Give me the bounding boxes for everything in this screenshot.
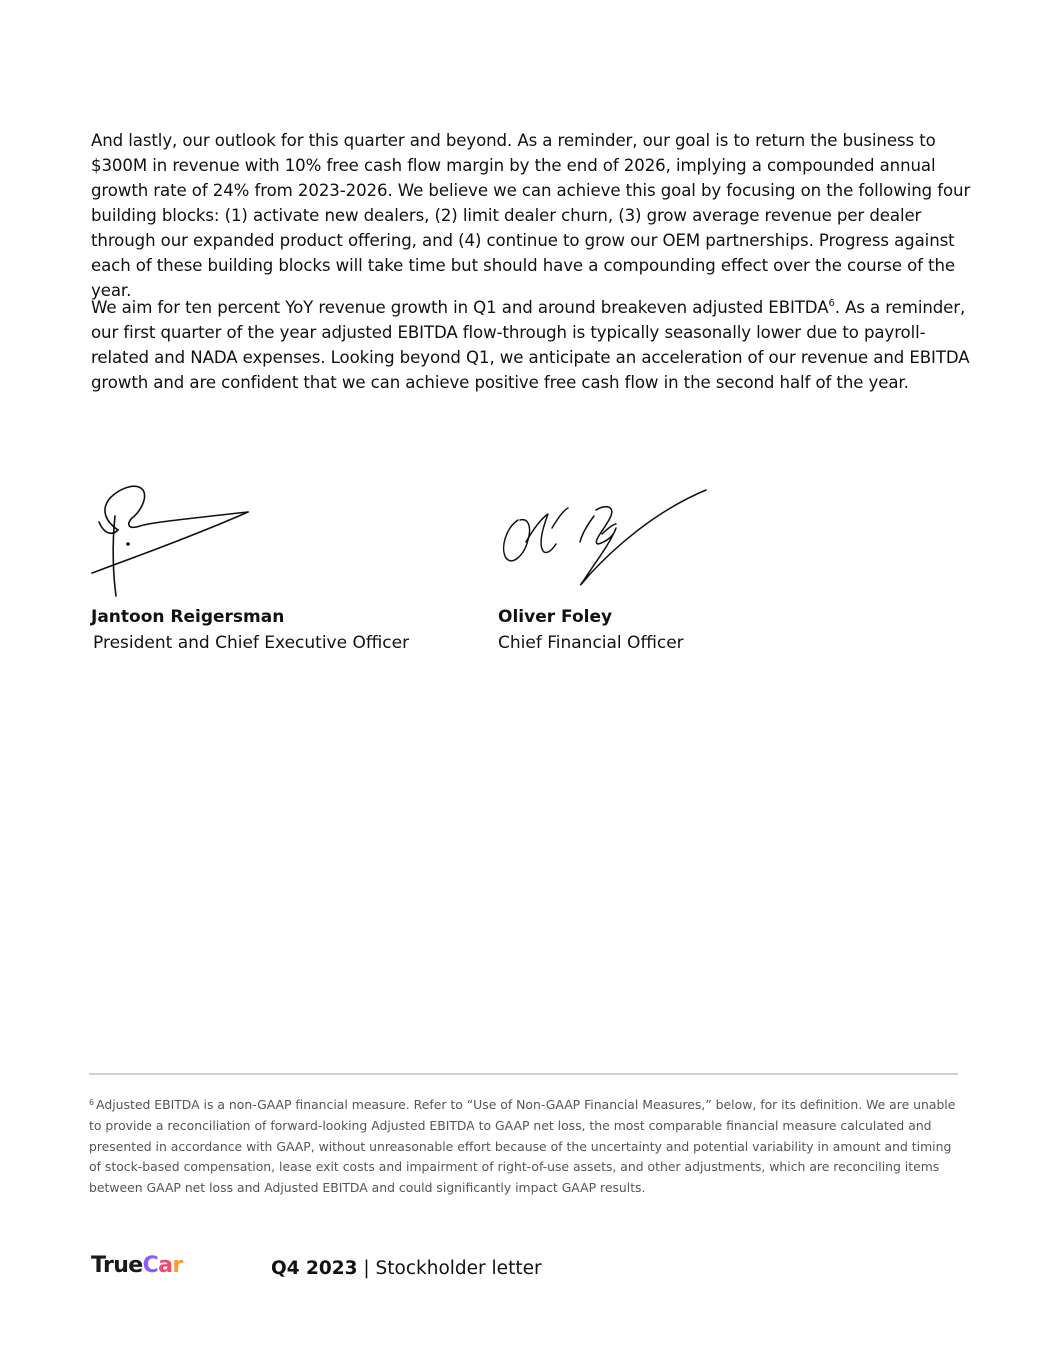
guidance-text-start: We aim for ten percent YoY revenue growth in Q1 and around breakeven adjusted EBITDA (91, 298, 829, 317)
ceo-title: President and Chief Executive Officer (93, 633, 410, 653)
outlook-paragraph: And lastly, our outlook for this quarter and beyond. As a reminder, our goal is to return the business to $300M in revenue with 10% free cash flow margin by the end of 2026, implying a compounded annual growth rate of 24% from 2023-2026. We believe we can achieve this goal by focusing on the following four building blocks: (1) activate new dealers, (2) limit dealer churn, (3) grow average revenue per dealer through our expanded product offering, and (4) continue to grow our OEM partnerships. Progress against each of these building blocks will take time but should have a compounding effect over the course of the year. (91, 131, 971, 300)
logo-part-c: C (142, 1253, 159, 1278)
logo-part-a: a (158, 1253, 173, 1278)
cfo-name: Oliver Foley (498, 607, 613, 627)
ceo-signature (88, 484, 254, 600)
footnote-marker: 6 (89, 1098, 95, 1107)
cfo-title: Chief Financial Officer (498, 633, 684, 653)
footnote (89, 1095, 963, 1199)
ceo-name: Jantoon Reigersman (91, 607, 285, 627)
footer-document-type: Stockholder letter (375, 1258, 542, 1279)
footnote-text: Adjusted EBITDA is a non-GAAP financial measure. Refer to “Use of Non-GAAP Financial Measures,” below, for its definition. We are unable to provide a reconciliation of forward-looking Adjusted EBITDA to GAAP net loss, the most comparable financial measure calculated and presented in accordance with GAAP, without unreasonable effort because of the uncertainty and potential variability in amount and timing of stock-based compensation, lease exit costs and impairment of right-of-use assets, and other adjustments, which are reconciling items between GAAP net loss and Adjusted EBITDA and could significantly impact GAAP results. (89, 1097, 956, 1196)
cfo-signature (498, 488, 710, 590)
footer-separator: | (363, 1258, 370, 1279)
truecar-logo (91, 1253, 183, 1278)
logo-part-r: r (172, 1253, 183, 1278)
footnote-reference: 6 (828, 298, 835, 309)
guidance-text-end: . As a reminder, our first quarter of the year adjusted EBITDA flow-through is typically seasonally lower due to payroll-related and NADA expenses. Looking beyond Q1, we anticipate an acceleration of our revenue and EBITDA growth and are confident that we can achieve positive free cash flow in the second half of the year. (91, 298, 970, 392)
footer-period: Q4 2023 (271, 1258, 358, 1279)
footer-label (271, 1257, 542, 1281)
logo-part-true: True (91, 1253, 143, 1278)
q1-guidance-paragraph (91, 295, 973, 395)
footnote-divider (89, 1073, 958, 1075)
